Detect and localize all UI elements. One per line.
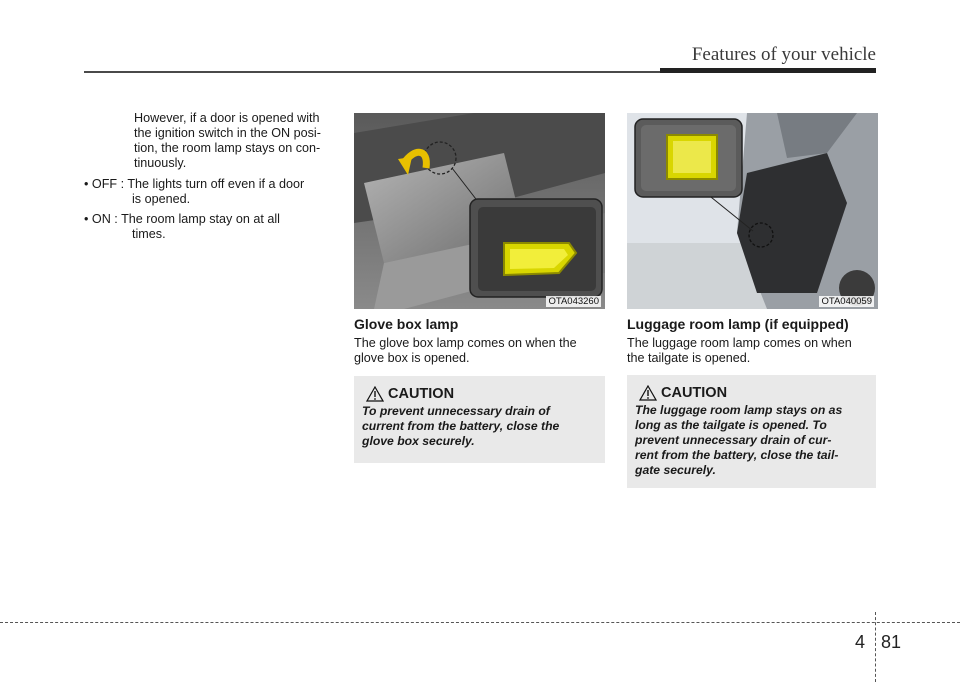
glove-box-illustration	[354, 113, 605, 309]
caution-text: To prevent unnecessary drain of current from the battery, close the glove box securely.	[362, 404, 560, 448]
glove-caution-box	[354, 376, 605, 463]
bullet-on: • ON : The room lamp stay on at all times.	[84, 212, 280, 241]
luggage-section-title: Luggage room lamp (if equipped)	[627, 316, 849, 332]
intro-paragraph: However, if a door is opened with the ignition switch in the ON posi- tion, the room lamp stays on con- tinuously.	[134, 111, 321, 170]
caution-text: The luggage room lamp stays on as long as the tailgate is opened. To prevent unnecessary drain of cur- rent from the battery, close the tail- gate securely.	[635, 403, 843, 477]
caution-title: CAUTION	[661, 385, 728, 401]
left-column-text	[84, 111, 334, 247]
luggage-caution-box	[627, 375, 876, 488]
footer-divider	[875, 612, 876, 682]
glove-section-title: Glove box lamp	[354, 316, 459, 332]
glove-box-drawing	[354, 113, 605, 309]
luggage-room-illustration	[627, 113, 878, 309]
glove-section-body: The glove box lamp comes on when the glove box is opened.	[354, 336, 577, 365]
chapter-number: 4	[855, 632, 866, 652]
section-header-title: Features of your vehicle	[691, 44, 876, 65]
caution-title: CAUTION	[388, 386, 455, 402]
luggage-drawing	[627, 113, 878, 309]
luggage-section-body: The luggage room lamp comes on when the tailgate is opened.	[627, 336, 852, 365]
footer-rule	[0, 622, 960, 623]
warning-triangle-icon	[639, 385, 657, 401]
luggage-image-code: OTA040059	[821, 296, 872, 307]
bullet-off: • OFF : The lights turn off even if a door is opened.	[84, 177, 305, 206]
header-rule-accent	[660, 68, 876, 73]
page-number: 81	[881, 632, 902, 652]
glove-image-code: OTA043260	[548, 296, 599, 307]
warning-triangle-icon	[366, 386, 384, 402]
